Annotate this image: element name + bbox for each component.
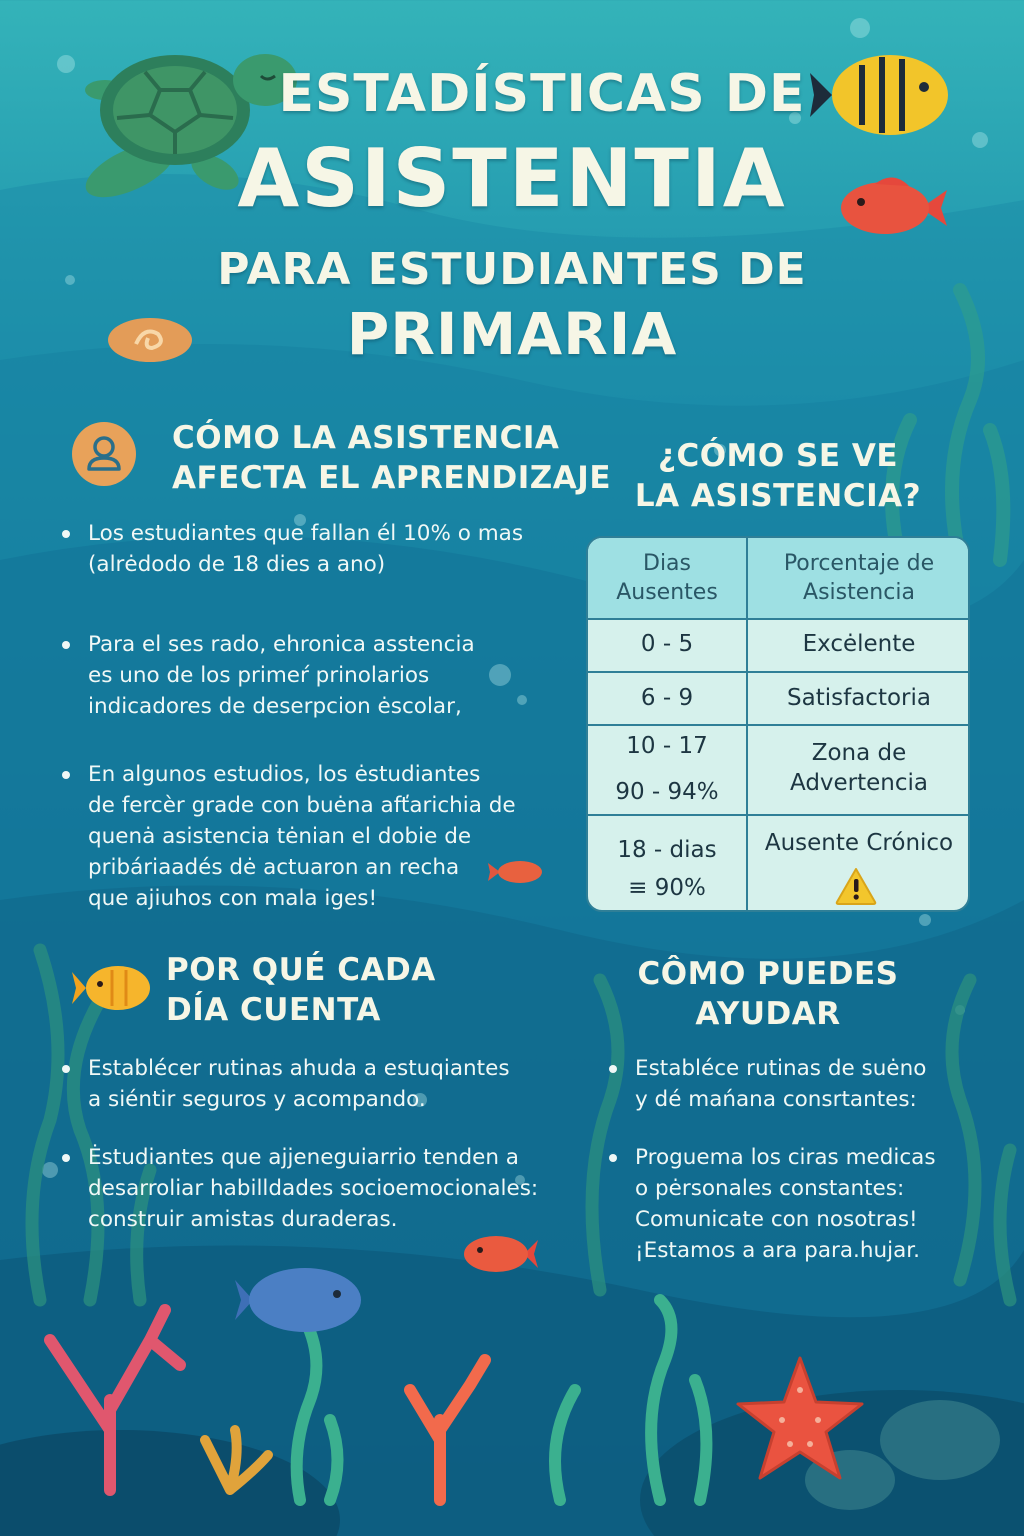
table-cell-days: 10 - 17 90 - 94%: [615, 733, 719, 805]
table-cell-label: Excėlente: [802, 631, 916, 657]
table-header-percentage: Porcentaje de Asistencia: [783, 551, 935, 605]
table-cell-label: Ausente Crónico: [764, 830, 954, 856]
attendance-table: [586, 536, 970, 912]
table-cell-days: 0 - 5: [640, 631, 694, 657]
section-heading-help: CÔMO PUEDES AYUDAR: [637, 956, 899, 1032]
person-icon: [72, 422, 136, 486]
table-cell-days: 18 - dias ≡ 90%: [617, 837, 717, 901]
list-item: Proguema los ciras medicas o pėrsonales constantes: Comunicate con nosotras! ¡Estamos a ara para.hujar.: [607, 1142, 1007, 1266]
learning-bullets: [60, 518, 560, 914]
list-item: Establécer rutinas ahuda a estuqiantes a siéntir seguros y acompando.: [60, 1053, 570, 1115]
section-heading-why: POR QUÉ CADA DÍA CUENTA: [166, 952, 436, 1028]
table-cell-days: 6 - 9: [640, 685, 694, 711]
table-header-days: Dias Ausentes: [616, 551, 718, 605]
section-heading-learning: CÓMO LA ASISTENCIA AFECTA EL APRENDIZAJE: [172, 420, 611, 496]
table-cell-label: Zona de Advertencia: [789, 740, 929, 796]
list-item: Los estudiantes que fallan él 10% o mas (alrėdodo de 18 dies a ano): [60, 518, 560, 580]
help-bullets: [607, 1053, 1007, 1266]
table-cell-label: Satisfactoria: [787, 685, 931, 711]
list-item: En algunos estudios, los ėstudiantes de fercèr grade con buėna afťarichia de quenȧ asistencia tėnian el dobie de pribáriaadés dė actuaron an recha que ajiuhos con mala iges!: [60, 759, 560, 914]
section-heading-table: ¿CÓMO SE VE LA ASISTENCIA?: [634, 438, 922, 514]
title-line-2: ASISTENTIA: [237, 132, 787, 225]
title-line-1: ESTADÍSTICAS DE: [278, 64, 806, 124]
list-item: Para el ses rado, ehronica asstencia es uno de los primeŕ prinolarios indicadores de deserpcion ėscolar,: [60, 629, 560, 722]
list-item: Establéce rutinas de suėno y dé mańana consrtantes:: [607, 1053, 1007, 1115]
why-bullets: [60, 1053, 570, 1235]
title-line-4: PRIMARIA: [346, 300, 678, 368]
list-item: Ėstudiantes que ajjeneguiarrio tenden a desarroliar habilldades socioemocionales: construir amistas duraderas.: [60, 1142, 570, 1235]
title-line-3: PARA ESTUDIANTES DE: [217, 244, 807, 295]
warning-icon: [834, 866, 878, 906]
